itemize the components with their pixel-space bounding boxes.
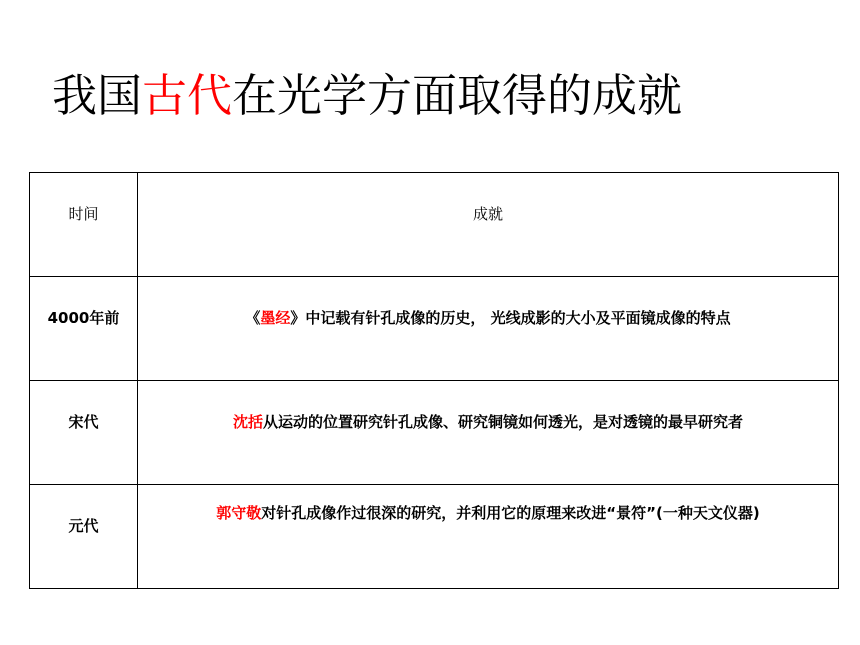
- achievement-text: 对针孔成像作过很深的研究，并利用它的原理来改进“景符”(一种天文仪器): [261, 504, 760, 522]
- achievement-pre: 《: [245, 309, 261, 327]
- achievement-highlight: 墨经: [260, 309, 291, 327]
- achievement-cell: [138, 485, 839, 589]
- time-cell: 宋代: [30, 381, 138, 485]
- time-cell: 元代: [30, 485, 138, 589]
- time-cell: 4000年前: [30, 277, 138, 381]
- achievement-text: 》中记载有针孔成像的历史， 光线成影的大小及平面镜成像的特点: [290, 309, 731, 327]
- achievement-cell: [138, 277, 839, 381]
- title-prefix: 我国: [52, 69, 143, 122]
- header-cell-time: 时间: [30, 173, 138, 277]
- title-highlight: 古代: [142, 69, 233, 122]
- table-header-row: [30, 173, 839, 277]
- achievement-highlight: 郭守敬: [216, 504, 262, 522]
- achievement-text: 从运动的位置研究针孔成像、研究铜镜如何透光，是对透镜的最早研究者: [263, 413, 744, 431]
- achievement-cell: [138, 381, 839, 485]
- table-row: [30, 381, 839, 485]
- table-row: [30, 277, 839, 381]
- achievement-highlight: 沈括: [232, 413, 263, 431]
- header-cell-achievement: 成就: [138, 173, 839, 277]
- title-suffix: 在光学方面取得的成就: [232, 69, 683, 122]
- table-row: [30, 485, 839, 589]
- slide-title: [52, 66, 682, 126]
- achievements-table: [29, 172, 839, 589]
